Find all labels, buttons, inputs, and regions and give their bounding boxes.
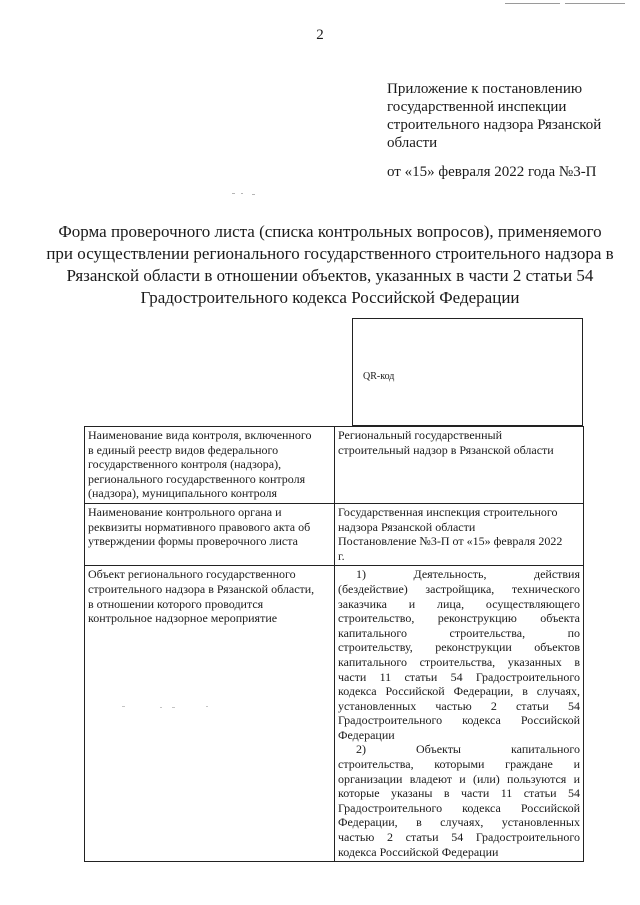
item-1-line: капитального строительства, указанных в bbox=[338, 654, 580, 669]
scan-speck bbox=[172, 707, 175, 708]
scan-speck bbox=[122, 706, 125, 707]
scan-artifact-line bbox=[565, 3, 625, 4]
cell-line: Государственная инспекция строительного bbox=[338, 504, 558, 519]
cell-line: Объект регионального государственного bbox=[88, 567, 296, 582]
document-title bbox=[40, 221, 620, 309]
cell-line: (надзора), муниципального контроля bbox=[88, 486, 278, 501]
cell-line: Постановление №3-П от «15» февраля 2022 bbox=[338, 534, 563, 549]
scan-speck bbox=[160, 707, 162, 708]
cell-line: регионального государственного контроля bbox=[88, 471, 306, 486]
cell-line: Наименование вида контроля, включенного bbox=[88, 428, 312, 442]
item-1-line: 1) Деятельность, действия bbox=[356, 567, 580, 582]
appendix-line: государственной инспекции bbox=[387, 99, 567, 115]
cell-line: в единый реестр видов федерального bbox=[88, 442, 279, 457]
item-2-line: строительства, которыми граждане и bbox=[338, 757, 580, 772]
qr-code-box bbox=[352, 318, 583, 426]
supervision-object-value-cell bbox=[335, 566, 584, 862]
cell-line: Наименование контрольного органа и bbox=[88, 504, 282, 519]
appendix-line: Приложение к постановлению bbox=[387, 81, 583, 97]
title-line: Рязанской области в отношении объектов, указанных в части 2 статьи 54 bbox=[66, 266, 594, 285]
cell-line: строительный надзор в Рязанской области bbox=[338, 442, 554, 457]
scan-speck bbox=[206, 706, 208, 707]
item-1-line: (бездействие) застройщика, технического bbox=[338, 581, 580, 596]
scan-artifact-line bbox=[505, 3, 560, 4]
scan-speck bbox=[241, 193, 243, 194]
control-body-label-cell bbox=[85, 503, 335, 565]
table-row bbox=[85, 566, 584, 862]
item-1-line: Градостроительного кодекса Российской bbox=[338, 713, 580, 728]
item-1-line: кодекса Российской Федерации, в случаях, bbox=[338, 684, 580, 699]
checklist-info-table bbox=[84, 426, 584, 862]
table-row bbox=[85, 503, 584, 565]
cell-line: г. bbox=[338, 548, 345, 563]
item-1-line: части 11 статьи 54 Градостроительного bbox=[338, 669, 580, 684]
cell-line: надзора Рязанской области bbox=[338, 519, 476, 534]
qr-code-label: QR-код bbox=[363, 371, 395, 382]
cell-line: государственного контроля (надзора), bbox=[88, 457, 282, 472]
cell-line: контрольное надзорное мероприятие bbox=[88, 611, 278, 626]
item-2-line: организации владеют и (или) пользуются и bbox=[338, 771, 580, 786]
table-row bbox=[85, 427, 584, 504]
item-2-line: 2) Объекты капитального bbox=[356, 742, 580, 757]
item-1-line: строительство, реконструкцию объекта bbox=[338, 611, 580, 626]
page-number: 2 bbox=[316, 27, 324, 43]
title-line: при осуществлении регионального государственного строительного надзора в bbox=[46, 244, 614, 263]
title-line: Форма проверочного листа (списка контрольных вопросов), применяемого bbox=[58, 222, 602, 241]
item-1-line: установленных частью 2 статьи 54 bbox=[338, 698, 580, 713]
control-body-value-cell bbox=[335, 503, 584, 565]
item-2-line: которые указаны в части 11 статьи 54 bbox=[338, 786, 580, 801]
appendix-line: области bbox=[387, 135, 438, 151]
item-2-line: частью 2 статьи 54 Градостроительного bbox=[338, 830, 580, 845]
appendix-date: от «15» февраля 2022 года №3-П bbox=[387, 164, 597, 180]
appendix-header bbox=[387, 80, 627, 152]
supervision-object-label-cell bbox=[85, 566, 335, 862]
scan-speck bbox=[232, 193, 235, 194]
cell-line: реквизиты нормативного правового акта об bbox=[88, 519, 311, 534]
cell-line: строительного надзора в Рязанской области, bbox=[88, 581, 315, 596]
cell-line: Региональный государственный bbox=[338, 428, 502, 442]
item-1-line: строительству, реконструкции объектов bbox=[338, 640, 580, 655]
title-line: Градостроительного кодекса Российской Федерации bbox=[140, 288, 520, 307]
item-2-line: кодекса Российской Федерации bbox=[338, 844, 499, 859]
item-1-line: капитального строительства, по bbox=[338, 625, 580, 640]
control-type-value-cell bbox=[335, 427, 584, 504]
appendix-line: строительного надзора Рязанской bbox=[387, 117, 602, 133]
item-2-line: Градостроительного кодекса Российской bbox=[338, 800, 580, 815]
control-type-label-cell bbox=[85, 427, 335, 504]
scan-speck bbox=[252, 194, 255, 195]
item-1-line: Федерации bbox=[338, 727, 395, 742]
item-2-line: Федерации, в случаях, установленных bbox=[338, 815, 580, 830]
cell-line: в отношении которого проводится bbox=[88, 596, 264, 611]
cell-line: утверждении формы проверочного листа bbox=[88, 534, 298, 549]
item-1-line: заказчика и лица, осуществляющего bbox=[338, 596, 580, 611]
